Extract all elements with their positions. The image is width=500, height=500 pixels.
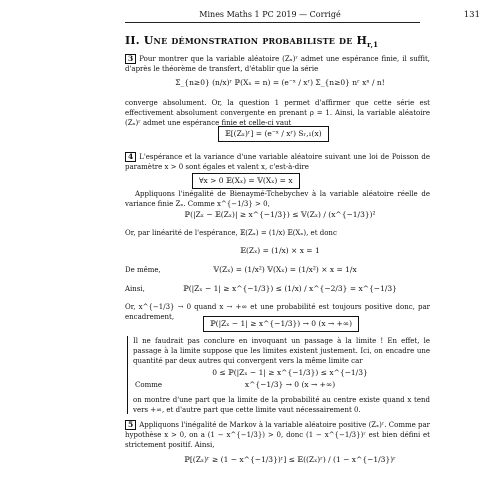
running-header: Mines Maths 1 PC 2019 — Corrigé: [199, 10, 341, 19]
section-heading: [125, 34, 420, 49]
aside-text-2: on montre d'une part que la limite de la probabilité au centre existe quand x tend vers +∞, et d'autre part que cette limite vaut nécessairement 0.: [133, 396, 430, 414]
q4-ainsi-eq: ℙ(|Zₓ − 1| ≥ x^{−1/3}) ≤ (1/x) / x^{−2/3} = x^{−1/3}: [183, 284, 397, 293]
page-number: 131: [463, 10, 480, 20]
q5-intro-text: Appliquons l'inégalité de Markov à la variable aléatoire positive (Zₓ)ʳ. Comme par hypothèse x > 0, on a (1 − x^{−1/3}) > 0, donc (1 − x^{−1/3})ʳ est bien défini et strictement positif. Ainsi,: [125, 421, 430, 449]
q4-poisson-boxed: ∀x > 0 𝔼(Xₓ) = 𝕍(Xₓ) = x: [192, 173, 300, 189]
q3-result-boxed: 𝔼[(Zₓ)ʳ] = (e⁻ˣ / xʳ) Sᵣ,₁(x): [218, 126, 329, 142]
aside-eq-1: 0 ≤ ℙ(|Zₓ − 1| ≥ x^{−1/3}) ≤ x^{−1/3}: [212, 368, 368, 377]
q4-bienayme-text: Appliquons l'inégalité de Bienaymé-Tchebychev à la variable aléatoire réelle de variance finie Zₓ. Comme x^{−1/3} > 0,: [125, 190, 430, 208]
aside-eq-2: x^{−1/3} → 0 (x → +∞): [244, 380, 336, 389]
q4-bienayme-inequality: ℙ(|Zₓ − 𝔼(Zₓ)| ≥ x^{−1/3}) ≤ 𝕍(Zₓ) / (x^{−1/3})²: [184, 210, 376, 219]
aside-vertical-bar: [127, 336, 128, 414]
section-title: Une démonstration probabiliste de H: [143, 34, 368, 47]
q3-series-formula: Σ_{n≥0} (n/x)ʳ ℙ(Xₓ = n) = (e⁻ˣ / xʳ) Σ_{n≥0} nʳ xⁿ / n!: [175, 78, 385, 87]
q3-after-text: converge absolument. Or, la question 1 permet d'affirmer que cette série est effectivement absolument convergente en prenant ρ = 1. Ainsi, la variable aléatoire (Zₓ)ʳ admet une espérance finie et celle-ci vaut: [125, 99, 430, 127]
question-number-4: 4: [125, 152, 136, 162]
q3-intro: [125, 54, 430, 74]
q5-intro: [125, 420, 430, 450]
header-rule: [125, 22, 420, 23]
question-number-5: 5: [125, 420, 136, 430]
aside-text-1: Il ne faudrait pas conclure en invoquant un passage à la limite ! En effet, le passage à la limite suppose que les limites existent justement. Ici, on encadre une quantité par deux autres qui convergent vers la même limite car: [133, 337, 430, 365]
q4-ainsi-label: Ainsi,: [125, 285, 145, 293]
q3-intro-text: Pour montrer que la variable aléatoire (Zₓ)ʳ admet une espérance finie, il suffit, d'après le théorème de transfert, d'établir que la série: [125, 55, 430, 73]
q4-limit-boxed: ℙ(|Zₓ − 1| ≥ x^{−1/3}) → 0 (x → +∞): [203, 316, 359, 332]
q4-or-line: Or, x^{−1/3} → 0 quand x → +∞ et une probabilité est toujours positive donc, par encadrement,: [125, 303, 430, 321]
q4-intro: [125, 152, 430, 172]
q4-intro-text: L'espérance et la variance d'une variable aléatoire suivant une loi de Poisson de paramètre x > 0 sont égales et valent x, c'est-à-dire: [125, 153, 430, 171]
q4-de-meme-label: De même,: [125, 266, 161, 274]
section-title-subscript: r,1: [367, 40, 379, 50]
q4-linearity-text: Or, par linéarité de l'espérance, 𝔼(Zₓ) = (1/x) 𝔼(Xₓ), et donc: [125, 229, 337, 237]
question-number-3: 3: [125, 54, 136, 64]
q5-markov-inequality: ℙ[(Zₓ)ʳ ≥ (1 − x^{−1/3})ʳ] ≤ 𝔼((Zₓ)ʳ) / (1 − x^{−1/3})ʳ: [184, 455, 396, 464]
q4-expectation-eq: 𝔼(Zₓ) = (1/x) × x = 1: [240, 246, 320, 255]
section-number: II.: [125, 34, 140, 47]
aside-comme-label: Comme: [135, 381, 162, 389]
q4-variance-eq: 𝕍(Zₓ) = (1/x²) 𝕍(Xₓ) = (1/x²) × x = 1/x: [213, 265, 357, 274]
